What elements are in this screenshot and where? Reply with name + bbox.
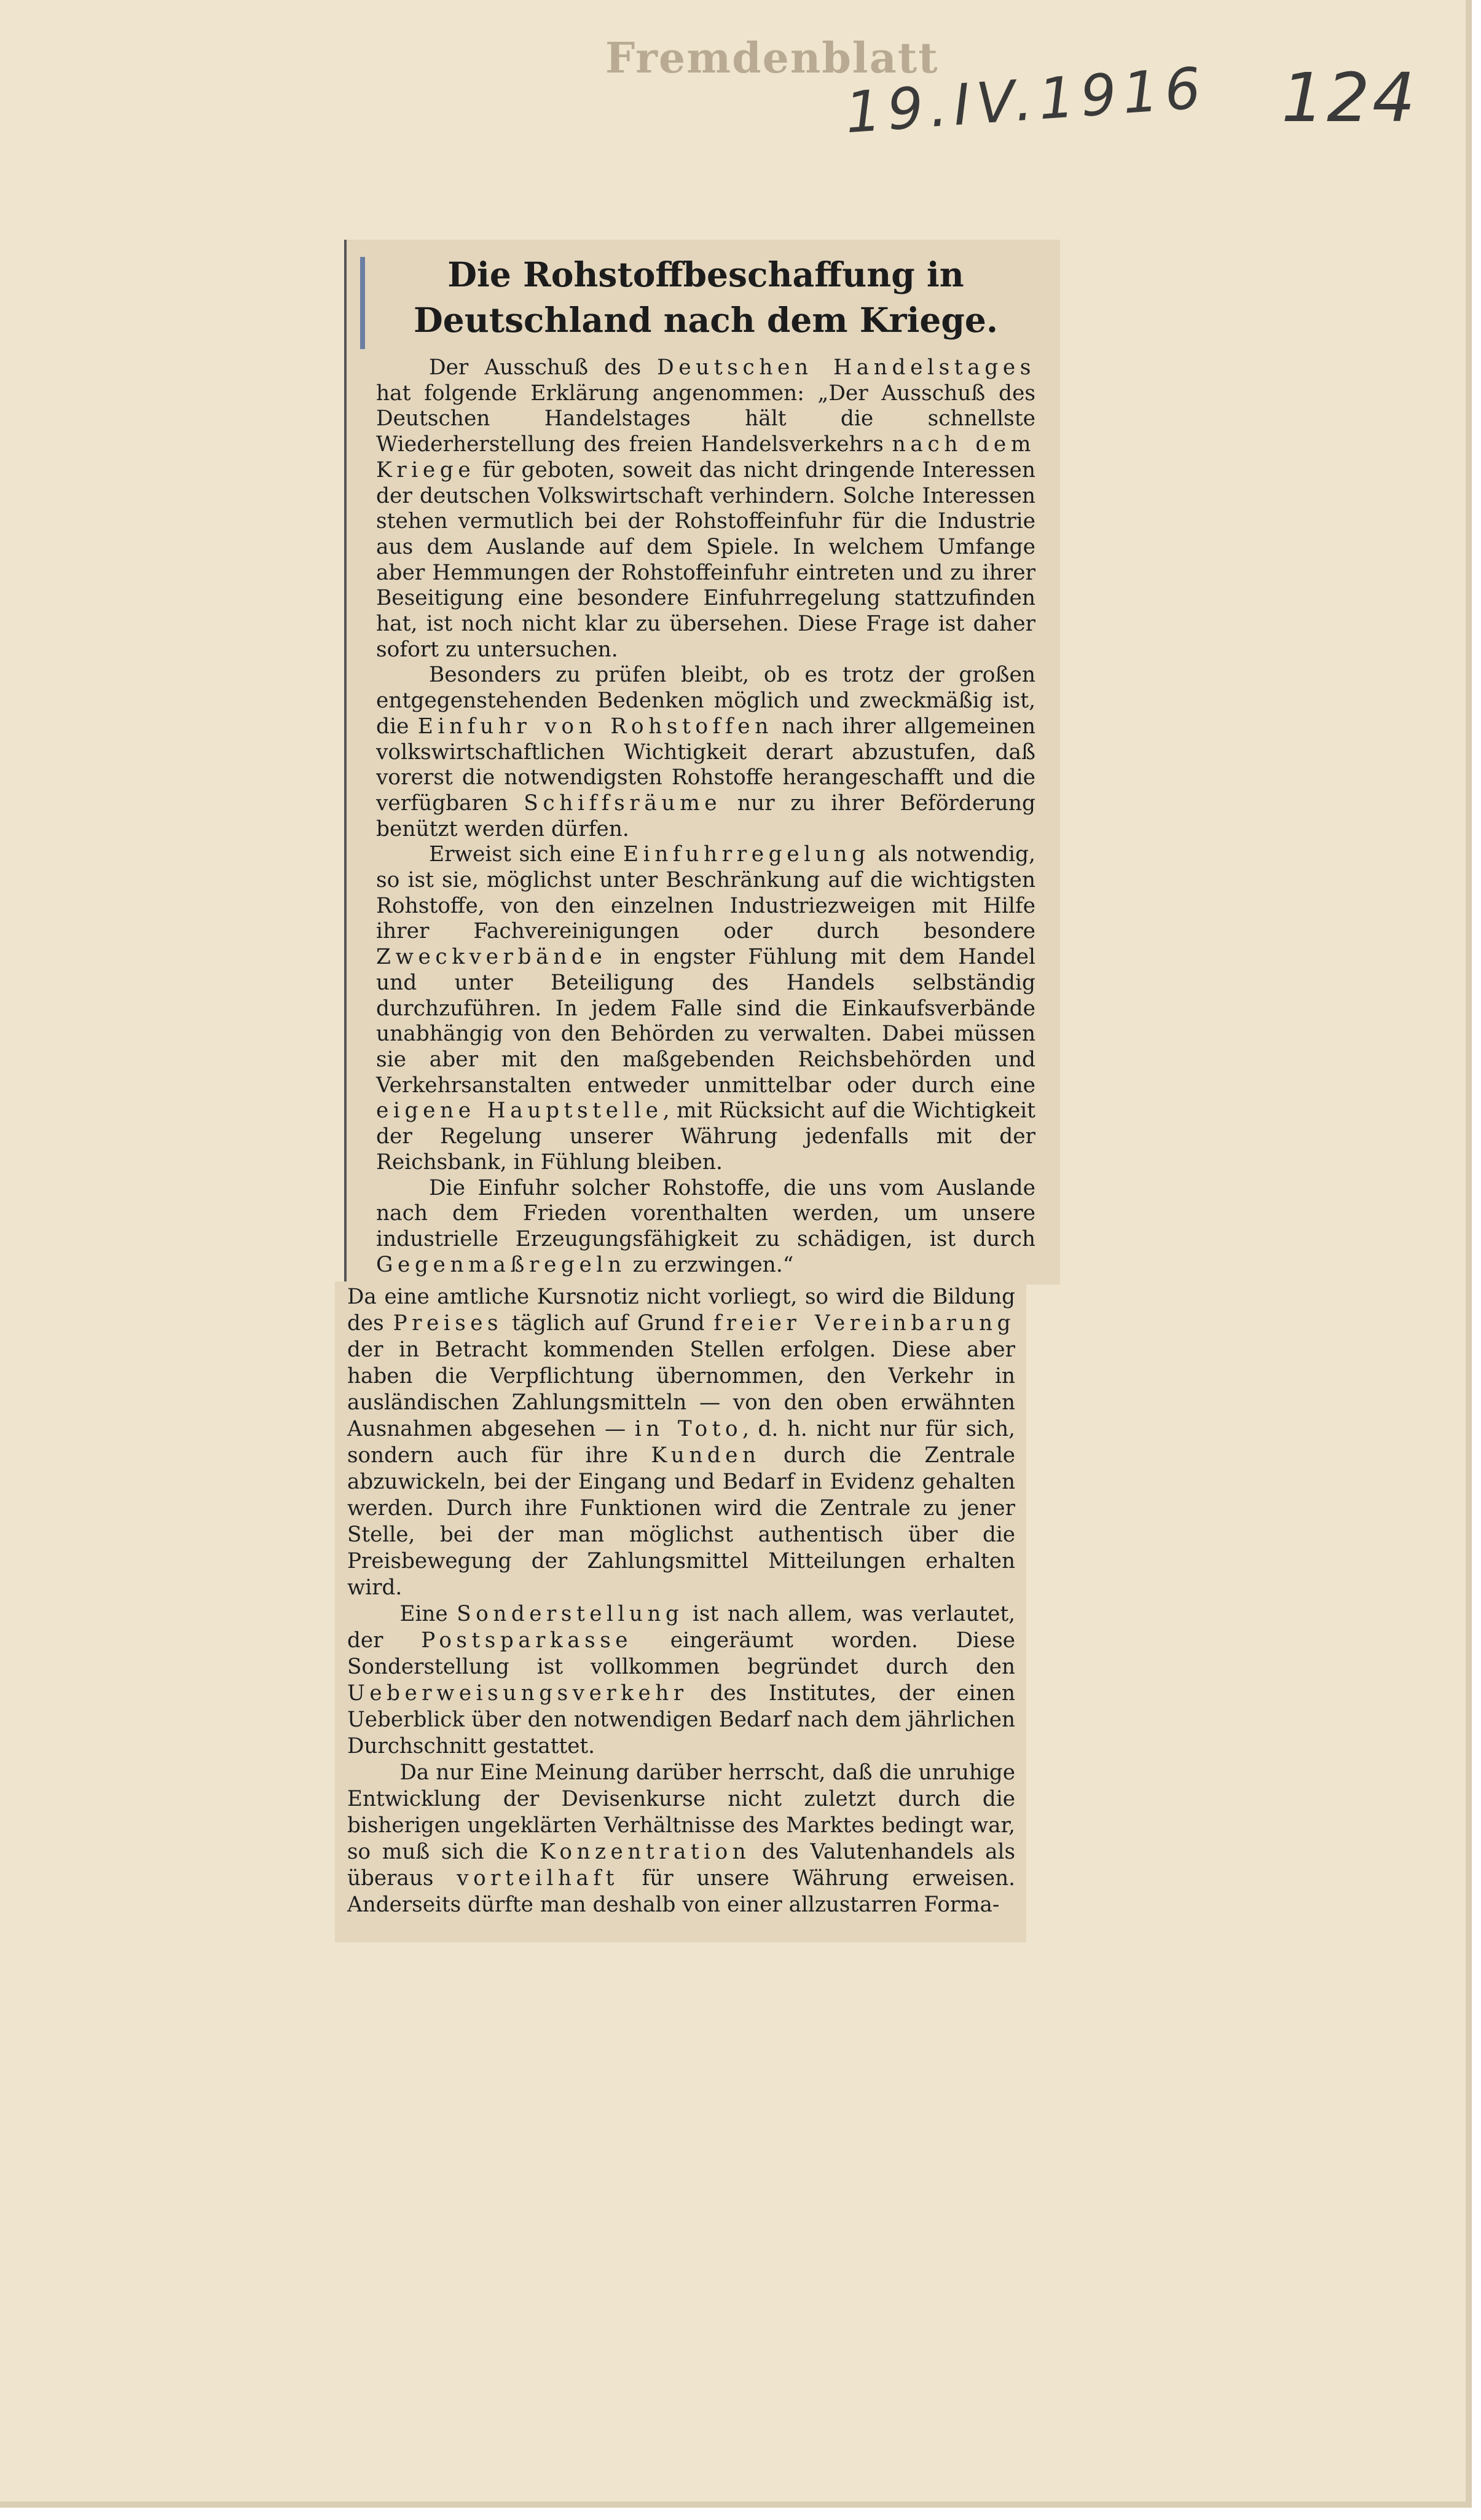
newspaper-stamp: Fremdenblatt xyxy=(605,34,939,83)
article-clipping xyxy=(344,240,1060,1285)
article-paragraph-3: Erweist sich eine Einfuhrregelung als notwendig, so ist sie, möglichst unter Beschränkung auf die wichtigsten Rohstoffe, von den einzelnen Industriezweigen mit Hilfe ihrer Fachvereinigungen oder durch besondere Zweckverbände in engster Fühlung mit dem Handel und unter Beteiligung des Handels selbständig durchzuführen. In jedem Falle sind die Einkaufsverbände unabhängig von den Behörden zu verwalten. Dabei müssen sie aber mit den maßgebenden Reichsbehörden und Verkehrsanstalten entweder unmittelbar oder durch eine eigene Hauptstelle, mit Rücksicht auf die Wichtigkeit der Regelung unserer Währung jedenfalls mit der Reichsbank, in Fühlung bleiben. xyxy=(376,842,1035,1175)
handwritten-date: 19.IV.1916 xyxy=(843,55,1209,146)
continuation-paragraph-2: Eine Sonderstellung ist nach allem, was verlautet, der Postsparkasse eingeräumt worden. Diese Sonderstellung ist vollkommen begründet durch den Ueberweisungsverkehr des Institutes, der einen Ueberblick über den notwendigen Bedarf nach dem jährlichen Durchschnitt gestattet. xyxy=(347,1602,1015,1758)
continuation-paragraph-3: Da nur Eine Meinung darüber herrscht, daß die unruhige Entwicklung der Devisenkurse nicht zuletzt durch die bisherigen ungeklärten Verhältnisse des Marktes bedingt war, so muß sich die Konzentration des Valutenhandels als überaus vorteilhaft für unsere Währung erweisen. Anderseits dürfte man deshalb von einer allzustarren Forma- xyxy=(347,1760,1015,1917)
article-paragraph-2: Besonders zu prüfen bleibt, ob es trotz der großen entgegenstehenden Bedenken möglich und zweckmäßig ist, die Einfuhr von Rohstoffen nach ihrer allgemeinen volkswirtschaftlichen Wichtigkeit derart abzustufen, daß vorerst die notwendigsten Rohstoffe herangeschafft und die verfügbaren Schiffsräume nur zu ihrer Beförderung benützt werden dürfen. xyxy=(376,663,1035,841)
article-paragraph-1: Der Ausschuß des Deutschen Handelstages hat folgende Erklärung angenommen: „Der Ausschuß des Deutschen Handelstages hält die schnellste Wiederherstellung des freien Handelsverkehrs nach dem Kriege für geboten, soweit das nicht dringende Interessen der deutschen Volkswirtschaft verhindern. Solche Interessen stehen vermutlich bei der Rohstoffeinfuhr für die Industrie aus dem Auslande auf dem Spiele. In welchem Umfange aber Hemmungen der Rohstoffeinfuhr eintreten und zu ihrer Beseitigung eine besondere Einfuhrregelung stattzufinden hat, ist noch nicht klar zu übersehen. Diese Frage ist daher sofort zu untersuchen. xyxy=(376,355,1036,662)
folio-number: 124 xyxy=(1281,58,1418,137)
article-paragraph-4: Die Einfuhr solcher Rohstoffe, die uns vom Auslande nach dem Frieden vorenthalten werden, um unsere industrielle Erzeugungsfähigkeit zu schädigen, ist durch Gegenmaßregeln zu erzwingen.“ xyxy=(376,1175,1035,1277)
headline-marker xyxy=(360,257,365,349)
article-headline: Die Rohstoffbeschaffung in Deutschland nach dem Kriege. xyxy=(414,254,998,340)
continuation-clipping xyxy=(335,1282,1026,1942)
continuation-paragraph-1: Da eine amtliche Kursnotiz nicht vorliegt, so wird die Bildung des Preises täglich auf Grund freier Vereinbarung der in Betracht kommenden Stellen erfolgen. Diese aber haben die Verpflichtung übernommen, den Verkehr in ausländischen Zahlungsmitteln — von den oben erwähnten Ausnahmen abgesehen — in Toto, d. h. nicht nur für sich, sondern auch für ihre Kunden durch die Zentrale abzuwickeln, bei der Eingang und Bedarf in Evidenz gehalten werden. Durch ihre Funktionen wird die Zentrale zu jener Stelle, bei der man möglichst authentisch über die Preisbewegung der Zahlungsmittel Mitteilungen erhalten wird. xyxy=(347,1285,1015,1600)
